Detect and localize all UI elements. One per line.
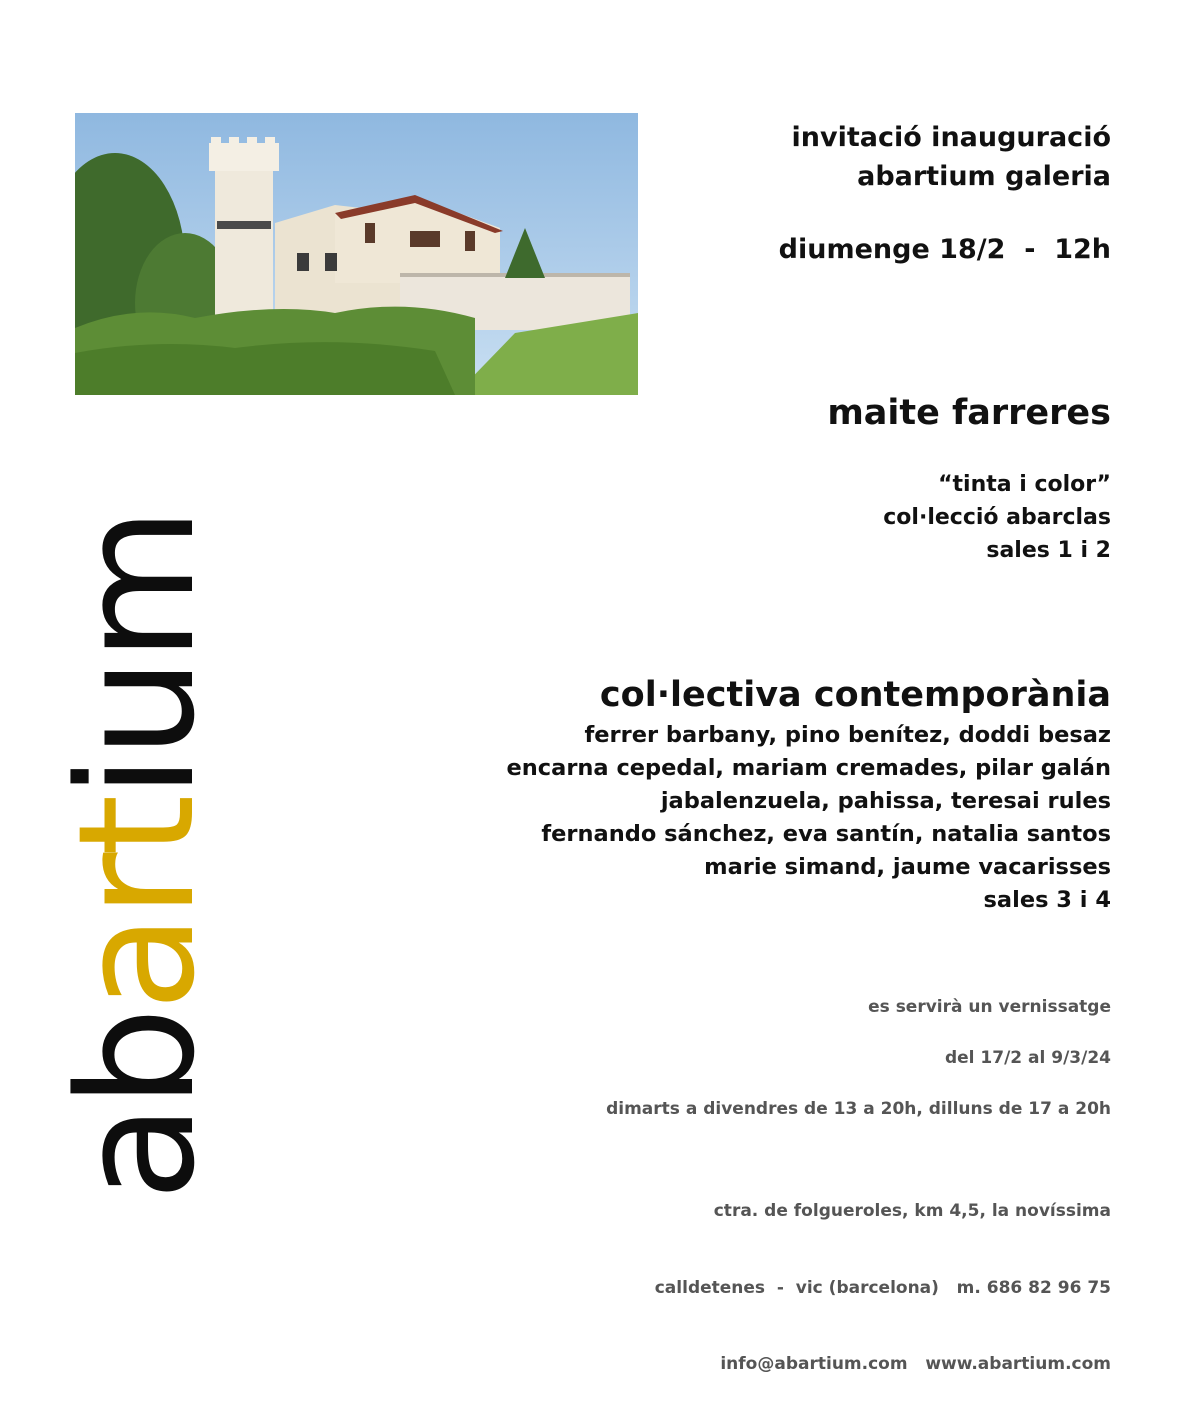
exhibit1-artist: maite farreres: [827, 393, 1111, 433]
abartium-logo: [43, 505, 230, 1201]
vernissatge-note: es servirà un vernissatge: [868, 997, 1111, 1017]
exhibition-dates: del 17/2 al 9/3/24: [944, 1048, 1111, 1068]
opening-date: diumenge 18/2 - 12h: [778, 234, 1111, 265]
exhibit2-rooms: sales 3 i 4: [983, 887, 1111, 913]
contact-links: info@abartium.com www.abartium.com: [720, 1354, 1111, 1374]
exhibit1-collection: col·lecció abarclas: [883, 505, 1111, 530]
contact-block: [655, 1148, 1111, 1403]
exhibit2-title: col·lectiva contemporània: [599, 675, 1111, 715]
artist-list-line: encarna cepedal, mariam cremades, pilar galán: [506, 755, 1111, 781]
artist-list-line: ferrer barbany, pino benítez, doddi besaz: [584, 722, 1111, 748]
address-line-1: ctra. de folgueroles, km 4,5, la novíssima: [713, 1201, 1111, 1221]
artist-list-line: fernando sánchez, eva santín, natalia santos: [541, 821, 1111, 847]
opening-hours: dimarts a divendres de 13 a 20h, dilluns de 17 a 20h: [606, 1099, 1111, 1119]
logo-text-ium: ium: [43, 508, 230, 799]
logo-text-ab: ab: [43, 1009, 230, 1201]
logo-text-art: art: [43, 796, 230, 1012]
invitation-heading: [792, 118, 1111, 196]
exhibit1-title: “tinta i color”: [938, 472, 1111, 497]
invitation-line: invitació inauguració: [791, 122, 1111, 153]
exhibit1-details: [883, 468, 1111, 567]
exhibit1-rooms: sales 1 i 2: [986, 538, 1111, 563]
artist-list-line: marie simand, jaume vacarisses: [704, 854, 1111, 880]
exhibit2-artists: [507, 719, 1111, 917]
svg-text:abartium: [43, 508, 230, 1201]
artist-list-line: jabalenzuela, pahissa, teresai rules: [660, 788, 1111, 814]
address-line-2: calldetenes - vic (barcelona) m. 686 82 96 75: [654, 1277, 1111, 1298]
gallery-building-photo: [75, 113, 638, 395]
gallery-name: abartium galeria: [857, 161, 1111, 192]
